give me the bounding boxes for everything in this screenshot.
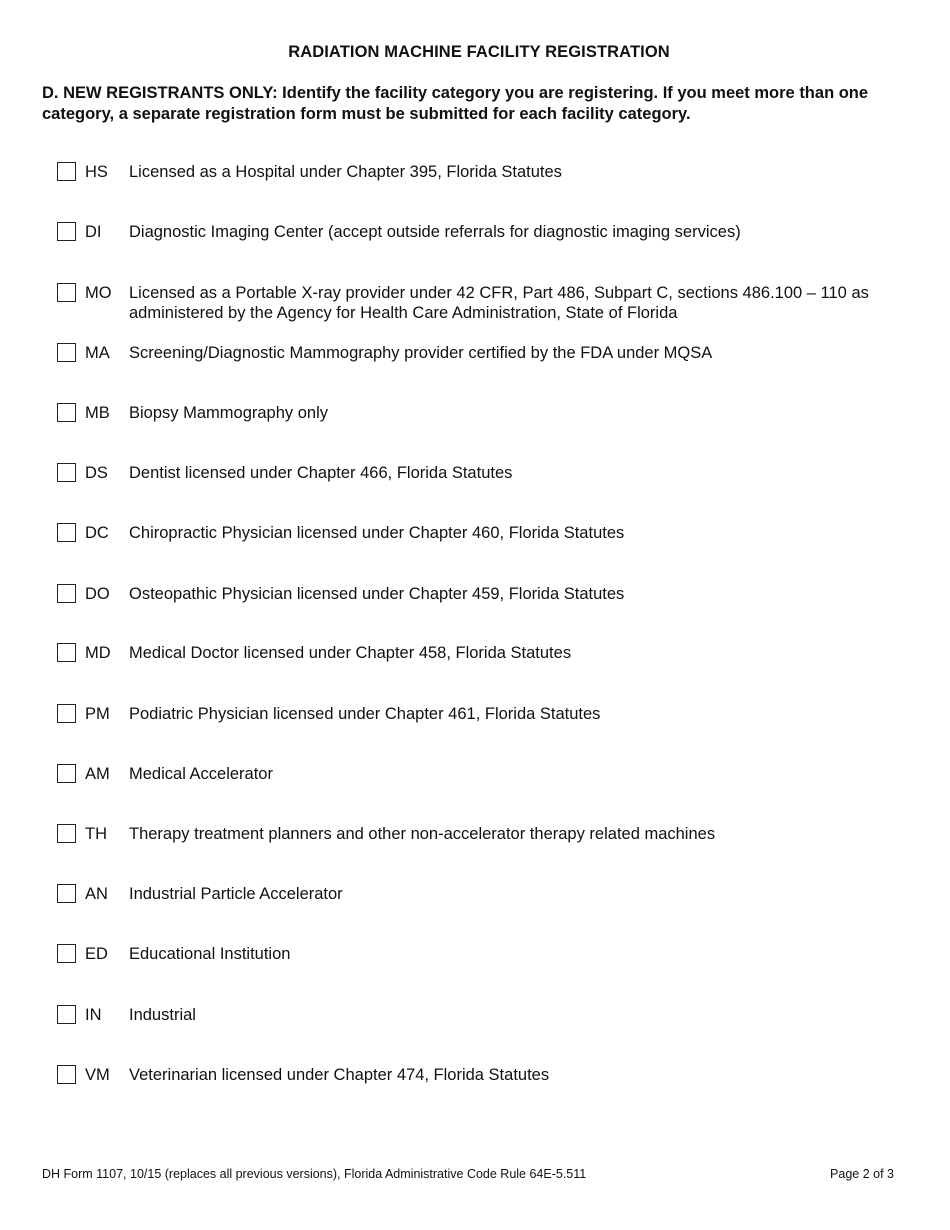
category-code: VM [85,1066,110,1084]
checkbox-hs[interactable] [57,162,76,181]
category-item-ed [57,944,907,988]
category-code: DO [85,585,110,603]
category-code: AN [85,885,108,903]
category-item-ma [57,343,907,387]
category-label: Licensed as a Portable X-ray provider under 42 CFR, Part 486, Subpart C, sections 486.100 – 110 as administered by the Agency for Health Care Administration, State of Florida [129,284,869,322]
category-code: DI [85,223,102,241]
category-item-hs [57,162,907,206]
checkbox-mo[interactable] [57,283,76,302]
checkbox-ds[interactable] [57,463,76,482]
category-item-dc [57,523,907,567]
checkbox-di[interactable] [57,222,76,241]
category-label: Diagnostic Imaging Center (accept outside referrals for diagnostic imaging services) [129,223,741,241]
category-code: PM [85,705,110,723]
checkbox-in[interactable] [57,1005,76,1024]
checkbox-pm[interactable] [57,704,76,723]
checkbox-vm[interactable] [57,1065,76,1084]
category-code: MB [85,404,110,422]
category-item-in [57,1005,907,1049]
category-label: Biopsy Mammography only [129,404,328,422]
category-code: ED [85,945,108,963]
category-item-do [57,584,907,628]
category-item-an [57,884,907,928]
category-item-th [57,824,907,868]
category-item-pm [57,704,907,748]
page-title: RADIATION MACHINE FACILITY REGISTRATION [288,43,670,61]
checkbox-am[interactable] [57,764,76,783]
category-label: Screening/Diagnostic Mammography provider certified by the FDA under MQSA [129,344,713,362]
checkbox-ed[interactable] [57,944,76,963]
category-code: DS [85,464,108,482]
category-code: MD [85,644,111,662]
category-label: Medical Doctor licensed under Chapter 458, Florida Statutes [129,644,572,662]
category-label: Industrial [129,1006,196,1024]
category-code: DC [85,524,109,542]
category-item-di [57,222,907,266]
checkbox-th[interactable] [57,824,76,843]
category-code: IN [85,1006,102,1024]
category-code: MA [85,344,110,362]
category-label: Therapy treatment planners and other non-accelerator therapy related machines [129,825,716,843]
category-item-md [57,643,907,687]
category-item-vm [57,1065,907,1109]
category-label: Medical Accelerator [129,765,273,783]
footer-page-number: Page 2 of 3 [830,1167,894,1181]
checkbox-an[interactable] [57,884,76,903]
checkbox-dc[interactable] [57,523,76,542]
category-label: Dentist licensed under Chapter 466, Florida Statutes [129,464,513,482]
category-label: Industrial Particle Accelerator [129,885,343,903]
checkbox-md[interactable] [57,643,76,662]
checkbox-do[interactable] [57,584,76,603]
category-item-mb [57,403,907,447]
category-item-am [57,764,907,808]
category-label: Podiatric Physician licensed under Chapter 461, Florida Statutes [129,705,601,723]
section-instructions: D. NEW REGISTRANTS ONLY: Identify the facility category you are registering. If you meet more than one category, a separate registration form must be submitted for each facility category. [42,84,869,123]
category-item-ds [57,463,907,507]
checkbox-ma[interactable] [57,343,76,362]
category-label: Veterinarian licensed under Chapter 474, Florida Statutes [129,1066,550,1084]
category-item-mo [57,283,907,327]
category-label: Osteopathic Physician licensed under Chapter 459, Florida Statutes [129,585,625,603]
category-code: TH [85,825,107,843]
checkbox-mb[interactable] [57,403,76,422]
category-code: HS [85,163,108,181]
category-label: Educational Institution [129,945,291,963]
category-label: Licensed as a Hospital under Chapter 395, Florida Statutes [129,163,562,181]
category-label: Chiropractic Physician licensed under Chapter 460, Florida Statutes [129,524,625,542]
footer-form-info: DH Form 1107, 10/15 (replaces all previous versions), Florida Administrative Code Rule 64E-5.511 [42,1167,587,1181]
category-code: MO [85,284,112,302]
category-code: AM [85,765,110,783]
